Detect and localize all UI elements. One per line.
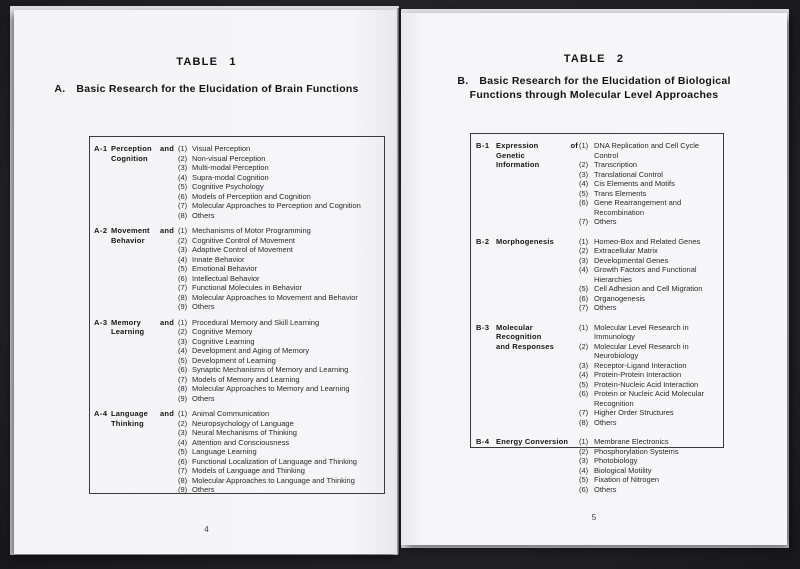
item-number: (5) [178,447,188,456]
item-number: (5) [178,182,188,191]
list-item [178,457,384,467]
list-item [178,447,384,457]
item-number: (1) [579,322,589,332]
table-2-label: TABLE 2 [563,53,625,65]
item-text: Others [192,485,215,494]
item-text: Growth Factors and Functional Hierarchies [594,265,697,284]
item-number: (3) [579,360,589,370]
list-item [178,384,384,394]
list-item [178,485,384,495]
list-item [178,245,384,255]
item-number: (4) [579,370,589,379]
list-item [178,293,384,303]
item-text: Multi-modal Perception [192,163,269,172]
item-number: (5) [178,355,188,365]
item-text: Protein-Nucleic Acid Interaction [594,379,699,389]
item-text: Photobiology [594,456,638,465]
list-item [178,236,384,246]
section-name-line: Cognition [111,153,148,163]
list-item [178,182,384,192]
item-number: (2) [579,160,589,169]
item-number: (9) [178,485,188,494]
item-number: (6) [178,365,188,374]
list-item [579,361,723,371]
list-item [579,389,723,408]
item-text: Cognitive Psychology [192,182,264,191]
section-code: B-2 [476,236,490,246]
item-number: (4) [178,437,188,447]
item-number: (2) [178,153,188,163]
table-section [90,226,384,312]
item-number: (4) [579,465,589,475]
item-number: (3) [579,255,589,265]
list-item [579,265,723,284]
list-item [178,201,384,211]
section-name-line: and Responses [496,341,555,351]
item-number: (6) [178,273,188,283]
item-text: DNA Replication and Cell Cycle Control [594,141,700,160]
section-name-line: Molecular Recognition [496,322,542,341]
item-number: (6) [178,191,188,201]
section-name [496,237,578,247]
item-number: (3) [178,428,188,437]
list-item [178,346,384,356]
item-number: (7) [579,303,589,312]
item-number: (6) [579,198,589,207]
item-number: (1) [579,141,589,150]
section-name-line: Behavior [111,235,145,245]
item-number: (4) [579,179,589,188]
item-text: Extracellular Matrix [594,246,658,255]
item-text: Trans Elements [594,188,647,198]
list-item [579,475,723,485]
item-text: Development of Learning [192,355,276,365]
item-number: (3) [579,456,589,465]
item-number: (1) [178,317,188,327]
section-name-line: Energy Conversion [496,437,569,446]
list-item [178,419,384,429]
list-item [579,170,723,180]
table-section [471,437,723,494]
item-number: (4) [178,172,188,182]
list-item [178,394,384,404]
list-item [178,356,384,366]
item-number: (6) [579,484,589,494]
item-number: (5) [579,188,589,198]
table-section [90,409,384,495]
list-item [178,274,384,284]
page-number-left: 4 [204,525,209,534]
item-number: (7) [178,466,188,475]
item-number: (4) [579,265,589,274]
list-item [579,198,723,217]
item-number: (2) [178,418,188,428]
item-number: (3) [579,169,589,179]
table-section [471,323,723,428]
item-text: Cognitive Control of Movement [192,235,295,245]
item-text: Intellectual Behavior [192,273,260,283]
book-page-right [401,13,787,545]
list-item [178,226,384,236]
item-text: Supra-modal Cognition [192,172,269,182]
item-text: Molecular Approaches to Language and Thinking [192,475,355,485]
item-number: (7) [579,408,589,417]
item-text: Membrane Electronics [594,437,669,446]
item-number: (2) [579,246,589,255]
item-text: Molecular Approaches to Movement and Behavior [192,292,358,302]
title-letter: B. [457,75,469,87]
section-code: A-4 [94,409,108,418]
section-code: B-3 [476,322,490,332]
item-text: Molecular Approaches to Memory and Learning [192,384,350,393]
list-item [579,256,723,266]
list-item [178,283,384,293]
list-item [178,365,384,375]
item-number: (5) [178,264,188,273]
section-header [94,409,174,428]
item-text: Molecular Level Research in Immunology [594,322,689,341]
section-name-line: Information [496,160,540,169]
table-section [471,237,723,313]
item-number: (8) [579,417,589,427]
section-header [94,318,174,337]
section-name-line: Language and [111,409,174,418]
item-text: Emotional Behavior [192,264,258,273]
item-text: Innate Behavior [192,254,245,264]
item-number: (4) [178,346,188,355]
item-text: Cognitive Memory [192,327,253,336]
list-item [579,323,723,342]
section-code: A-3 [94,317,108,327]
item-text: Others [594,417,617,427]
item-number: (8) [178,210,188,220]
item-text: Functional Localization of Language and Thinking [192,456,357,466]
item-text: Protein-Protein Interaction [594,370,682,379]
item-number: (5) [579,475,589,484]
section-name [111,144,174,163]
table-section [90,318,384,404]
item-text: Models of Memory and Learning [192,374,300,384]
section-code: B-1 [476,141,490,150]
list-item [178,428,384,438]
list-item [579,342,723,361]
item-number: (5) [579,284,589,293]
item-number: (7) [579,217,589,226]
section-name [111,409,174,428]
list-item [178,476,384,486]
item-text: Phosphorylation Systems [594,446,679,456]
list-item [579,447,723,457]
item-text: Synaptic Mechanisms of Memory and Learning [192,365,349,374]
item-number: (2) [178,235,188,245]
list-item [178,154,384,164]
item-number: (4) [178,254,188,264]
section-header [94,226,174,245]
title-line [14,82,399,96]
list-item [579,408,723,418]
item-number: (1) [178,409,188,418]
item-text: Others [192,210,215,220]
item-number: (3) [178,336,188,346]
item-number: (6) [178,456,188,466]
item-text: Transcription [594,160,638,169]
item-text: Others [192,302,215,311]
item-text: Language Learning [192,447,257,456]
title-letter: A. [54,83,66,95]
list-item [579,246,723,256]
item-number: (3) [178,163,188,172]
item-text: Neural Mechanisms of Thinking [192,428,297,437]
item-text: Cell Adhesion and Cell Migration [594,284,703,293]
table-section [471,141,723,227]
item-number: (1) [178,144,188,153]
list-item [178,192,384,202]
item-text: Adaptive Control of Movement [192,245,293,254]
section-code: A-2 [94,226,108,235]
item-number: (7) [178,201,188,210]
table-2-box [470,133,724,494]
item-number: (8) [178,384,188,393]
list-item [579,380,723,390]
section-name-line: Movement and [111,226,174,235]
item-text: Models of Language and Thinking [192,466,305,475]
item-number: (2) [579,446,589,456]
list-item [178,409,384,419]
table-1-title [14,82,399,96]
item-text: Protein or Nucleic Acid Molecular Recognition [594,389,705,408]
list-item [579,237,723,247]
section-code: B-4 [476,437,490,446]
item-number: (1) [178,226,188,235]
item-number: (7) [178,283,188,292]
list-item [178,327,384,337]
list-item [579,179,723,189]
list-item [579,217,723,227]
item-text: Translational Control [594,169,663,179]
item-number: (9) [178,302,188,311]
item-text: Others [594,484,617,494]
list-item [178,302,384,312]
item-text: Mechanisms of Motor Programming [192,226,311,235]
section-name-line: Morphogenesis [496,236,555,246]
section-header [476,323,578,352]
list-item [579,370,723,380]
list-item [178,163,384,173]
item-text: Procedural Memory and Skill Learning [192,317,320,327]
list-item [178,438,384,448]
item-number: (1) [579,437,589,446]
section-name [496,437,578,447]
list-item [579,418,723,428]
item-text: Others [192,393,215,403]
item-number: (3) [178,245,188,254]
section-name [111,226,174,245]
list-item [579,456,723,466]
item-text: Biological Motility [594,465,652,475]
list-item [178,318,384,328]
list-item [579,437,723,447]
list-item [579,189,723,199]
list-item [178,264,384,274]
section-header [476,237,578,247]
item-number: (6) [579,389,589,398]
item-text: Others [594,217,617,226]
item-text: Development and Aging of Memory [192,346,310,355]
section-name [496,141,578,170]
item-number: (6) [579,293,589,303]
list-item [178,337,384,347]
list-item [579,294,723,304]
section-name-line: Learning [111,327,145,336]
item-text: Gene Rearrangement and Recombination [594,198,682,217]
book-spine-shadow [397,8,401,556]
item-text: Visual Perception [192,144,251,153]
table-1-box [89,136,385,494]
item-number: (1) [579,236,589,246]
item-text: Neuropsychology of Language [192,418,294,428]
page-number-right: 5 [591,513,597,522]
title-text: Basic Research for the Elucidation of Biological [479,75,731,87]
list-item [579,284,723,294]
item-text: Organogenesis [594,293,645,303]
item-number: (8) [178,292,188,302]
title-line [401,74,787,88]
item-number: (5) [579,379,589,389]
title-text: Basic Research for the Elucidation of Brain Functions [76,83,359,95]
item-text: Receptor-Ligand Interaction [594,360,687,370]
section-name [111,318,174,337]
item-number: (2) [178,327,188,336]
section-name-line: Thinking [111,418,144,428]
section-header [94,144,174,163]
item-text: Functional Molecules in Behavior [192,283,303,292]
item-text: Fixation of Nitrogen [594,475,660,484]
item-text: Attention and Consciousness [192,437,290,447]
item-text: Higher Order Structures [594,408,674,417]
section-name [496,323,578,352]
list-item [178,211,384,221]
item-text: Cis Elements and Motifs [594,179,675,188]
section-name-line: Perception and [111,144,174,153]
list-item [178,173,384,183]
item-number: (7) [178,374,188,384]
item-number: (2) [579,341,589,351]
table-2-title [401,74,787,102]
title-line: Functions through Molecular Level Approaches [469,89,719,101]
list-item [579,160,723,170]
list-item [579,141,723,160]
section-name-line: Expression of Genetic [496,141,578,160]
section-header [476,141,578,170]
section-name-line: Memory and [111,317,174,327]
item-text: Homeo-Box and Related Genes [594,236,701,246]
section-code: A-1 [94,144,108,153]
list-item [178,255,384,265]
item-text: Molecular Approaches to Perception and Cognition [192,201,361,210]
item-text: Developmental Genes [594,255,669,265]
table-1-label: TABLE 1 [176,56,237,68]
list-item [579,485,723,495]
item-number: (8) [178,475,188,485]
list-item [178,144,384,154]
list-item [579,466,723,476]
list-item [579,303,723,313]
section-header [476,437,578,447]
list-item [178,466,384,476]
item-text: Animal Communication [192,409,270,418]
item-text: Others [594,303,617,312]
item-text: Models of Perception and Cognition [192,191,311,201]
book-page-left [14,10,399,554]
item-text: Cognitive Learning [192,336,255,346]
item-text: Non-visual Perception [192,153,266,163]
table-section [90,144,384,220]
list-item [178,375,384,385]
item-text: Molecular Level Research in Neurobiology [594,341,689,360]
item-number: (9) [178,393,188,403]
